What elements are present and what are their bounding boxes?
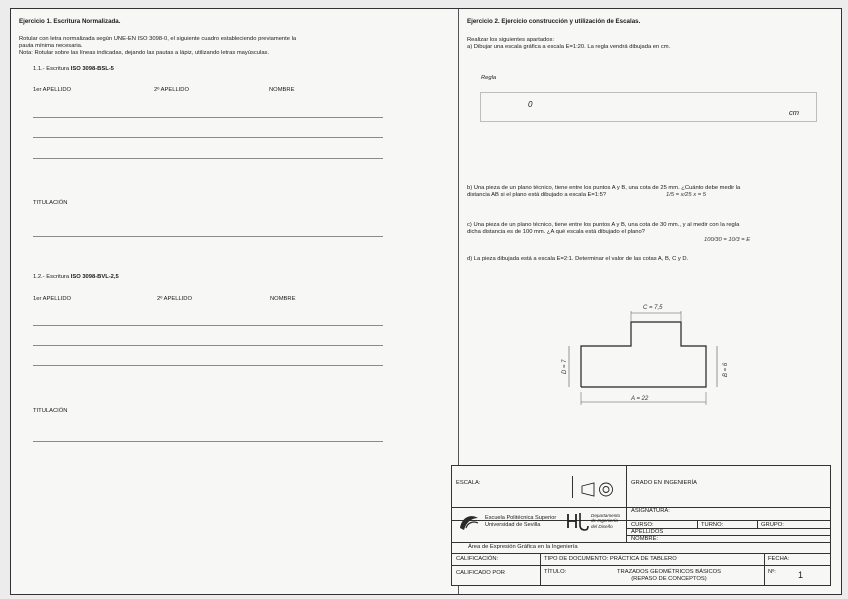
answer-b-handwritten: 1/5 = x/25 x = 5 bbox=[666, 192, 706, 198]
writing-line bbox=[33, 236, 383, 237]
grid-line bbox=[572, 476, 573, 498]
calificacion-label: CALIFICACIÓN: bbox=[456, 556, 499, 562]
turno-label: TURNO: bbox=[701, 522, 724, 528]
grid-line bbox=[452, 565, 830, 566]
titulo-line-2: (REPASO DE CONCEPTOS) bbox=[631, 576, 707, 582]
section-1-2-title bbox=[33, 274, 119, 281]
school-name-line-1: Escuela Politécnica Superior bbox=[485, 515, 557, 521]
department-name bbox=[591, 513, 625, 529]
asignatura-label: ASIGNATURA: bbox=[631, 508, 670, 514]
exercise-2-part-b-2: distancia AB si el plano está dibujado a escala E=1:5? bbox=[467, 192, 607, 198]
section-1-1-title bbox=[33, 66, 114, 73]
section-1-2-prefix: 1.2.- Escritura bbox=[33, 274, 70, 280]
tipo-documento: TIPO DE DOCUMENTO: PRÁCTICA DE TABLERO bbox=[544, 556, 677, 562]
regla-zero: 0 bbox=[528, 100, 533, 109]
grid-line bbox=[540, 554, 541, 585]
writing-line bbox=[33, 117, 383, 118]
exercise-2-part-b: b) Una pieza de un plano técnico, tiene entre los puntos A y B, una cota de 25 mm. ¿Cuánto debe medir la bbox=[467, 185, 741, 191]
exercise-2-title: Ejercicio 2. Ejercicio construcción y utilización de Escalas. bbox=[467, 18, 641, 25]
writing-line bbox=[33, 345, 383, 346]
department-name-line-3: del Diseño bbox=[591, 523, 613, 529]
fecha-label: FECHA: bbox=[768, 556, 790, 562]
department-logo-icon bbox=[566, 510, 590, 532]
department-name-line-1: Departamento bbox=[591, 513, 621, 518]
grado-label: GRADO EN INGENIERÍA bbox=[631, 480, 698, 486]
apellidos-label: APELLIDOS bbox=[631, 529, 664, 535]
numero-label: Nº: bbox=[768, 569, 776, 575]
exercise-2-part-c: c) Una pieza de un plano técnico, tiene entre los puntos A y B, una cota de 30 mm., y al medir con la regla bbox=[467, 222, 740, 228]
col-nombre: NOMBRE bbox=[269, 87, 295, 93]
grid-line bbox=[697, 520, 698, 528]
title-block bbox=[451, 465, 831, 586]
school-logo-icon bbox=[456, 512, 482, 532]
exercise-1-description: Rotular con letra normalizada según UNE-EN ISO 3098-0, el siguiente cuadro estableciendo previamente la bbox=[19, 36, 297, 42]
department-name-line-2: de Ingeniería bbox=[591, 518, 618, 524]
col-apellido1: 1er APELLIDO bbox=[33, 87, 72, 93]
titulacion-label: TITULACIÓN bbox=[33, 408, 68, 414]
writing-line bbox=[33, 158, 383, 159]
dimension-a-label: A = 22 bbox=[631, 396, 649, 402]
col-apellido2: 2º APELLIDO bbox=[157, 296, 192, 302]
writing-line bbox=[33, 137, 383, 138]
writing-line bbox=[33, 441, 383, 442]
exercise-2-part-d: d) La pieza dibujada está a escala E=2:1. Determinar el valor de las cotas A, B, C y D. bbox=[467, 256, 689, 262]
section-1-1-standard: ISO 3098-BSL-5 bbox=[70, 66, 114, 72]
exercise-1-note: Nota: Rotular sobre las líneas indicadas, dejando las pautas a lápiz, utilizando letras mayúsculas. bbox=[19, 50, 270, 56]
projection-symbol-icon bbox=[580, 481, 616, 498]
school-name bbox=[485, 515, 565, 528]
curso-label: CURSO: bbox=[631, 522, 654, 528]
titulo-label: TÍTULO: bbox=[544, 569, 567, 575]
col-apellido2: 2º APELLIDO bbox=[154, 87, 189, 93]
titulo-line-1: TRAZADOS GEOMÉTRICOS BÁSICOS bbox=[616, 569, 722, 575]
answer-c-handwritten: 100/30 = 10/3 = E bbox=[704, 237, 751, 243]
dimension-d-label: D = 7 bbox=[562, 359, 568, 374]
grid-line bbox=[764, 554, 765, 585]
regla-unit: cm bbox=[789, 108, 799, 117]
grid-line bbox=[626, 466, 627, 543]
numero-value: 1 bbox=[798, 570, 804, 580]
writing-line bbox=[33, 365, 383, 366]
titulacion-label: TITULACIÓN bbox=[33, 200, 68, 206]
calificado-por-label: CALIFICADO POR bbox=[456, 570, 505, 576]
grid-line bbox=[452, 553, 830, 554]
exercise-1-description-2: pauta mínima necesaria. bbox=[19, 43, 83, 49]
dimension-c-label: C = 7,5 bbox=[643, 305, 663, 311]
exercise-2-intro: Realizar los siguientes apartados: bbox=[467, 37, 555, 43]
grid-line bbox=[757, 520, 758, 528]
dimension-b-label: B = 6 bbox=[723, 362, 729, 377]
school-name-line-2: Universidad de Sevilla bbox=[485, 521, 541, 528]
piece-drawing bbox=[541, 299, 741, 409]
regla-label: Regla bbox=[481, 75, 497, 81]
writing-line bbox=[33, 325, 383, 326]
nombre-label: NOMBRE: bbox=[631, 536, 659, 542]
area-label: Área de Expresión Gráfica en la Ingeniería bbox=[468, 544, 578, 550]
escala-label: ESCALA: bbox=[456, 480, 481, 486]
grid-line bbox=[452, 542, 830, 543]
grupo-label: GRUPO: bbox=[761, 522, 784, 528]
piece-outline bbox=[581, 322, 706, 387]
col-apellido1: 1er APELLIDO bbox=[33, 296, 72, 302]
section-1-2-standard: ISO 3098-BVL-2,5 bbox=[70, 274, 119, 280]
section-1-1-prefix: 1.1.- Escritura bbox=[33, 66, 70, 72]
exercise-2-part-c-2: dicha distancia es de 100 mm. ¿A qué escala está dibujado el plano? bbox=[467, 229, 645, 235]
exercise-2-part-a: a) Dibujar una escala gráfica a escala E=1:20. La regla vendrá dibujada en cm. bbox=[467, 44, 671, 50]
exercise-1-title: Ejercicio 1. Escritura Normalizada. bbox=[19, 18, 121, 25]
col-nombre: NOMBRE bbox=[270, 296, 296, 302]
